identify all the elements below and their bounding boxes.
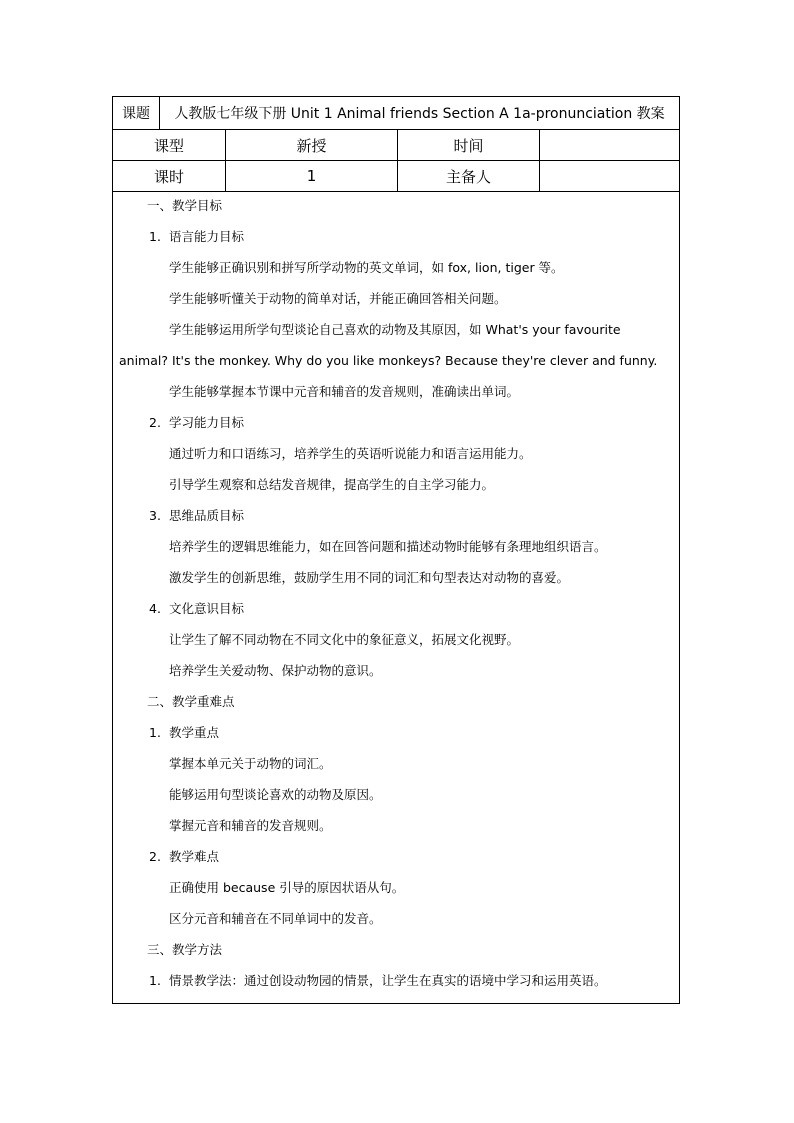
line-text: 学生能够正确识别和拼写所学动物的英文单词，如 fox, lion, tiger 等。 <box>169 260 564 275</box>
content-line <box>169 756 332 772</box>
hours-row <box>113 161 679 192</box>
subsection-heading <box>149 849 219 865</box>
content-line <box>169 446 532 462</box>
subsection-heading <box>149 725 219 741</box>
subsection-heading <box>149 973 607 989</box>
section-heading <box>147 942 222 958</box>
content-line <box>119 353 657 369</box>
type-label: 课型 <box>113 130 226 160</box>
line-text: 引导学生观察和总结发音规律，提高学生的自主学习能力。 <box>169 477 495 492</box>
line-text: 一、教学目标 <box>147 198 223 213</box>
line-text: 思维品质目标 <box>169 508 245 523</box>
line-text: 正确使用 because 引导的原因状语从句。 <box>169 880 405 895</box>
subsection-heading <box>149 229 244 245</box>
content-line <box>169 539 607 555</box>
content-line <box>169 570 569 586</box>
topic-value: 人教版七年级下册 Unit 1 Animal friends Section A 1a-pronunciation 教案 <box>174 106 665 122</box>
line-text: 区分元音和辅音在不同单词中的发音。 <box>169 911 382 926</box>
line-text: 激发学生的创新思维，鼓励学生用不同的词汇和句型表达对动物的喜爱。 <box>169 570 570 585</box>
line-text: 语言能力目标 <box>169 229 245 244</box>
subsection-number: 3. <box>149 508 161 523</box>
line-text: 通过听力和口语练习，培养学生的英语听说能力和语言运用能力。 <box>169 446 532 461</box>
content-line <box>169 818 332 834</box>
hours-label: 课时 <box>113 161 226 191</box>
time-label: 时间 <box>398 130 540 160</box>
line-text: animal? It's the monkey. Why do you like monkeys? Because they're clever and funny. <box>119 353 658 368</box>
hours-value: 1 <box>226 161 398 191</box>
line-text: 学生能够听懂关于动物的简单对话，并能正确回答相关问题。 <box>169 291 507 306</box>
subsection-number: 1. <box>149 229 161 244</box>
type-value: 新授 <box>226 130 398 160</box>
content-line <box>169 632 519 648</box>
line-text: 教学难点 <box>169 849 220 864</box>
subsection-heading <box>149 601 244 617</box>
content-line <box>169 322 621 338</box>
content-line <box>169 384 519 400</box>
topic-row <box>113 97 679 130</box>
content-line <box>169 291 507 307</box>
time-value <box>540 130 679 160</box>
section-heading <box>147 694 235 710</box>
subsection-number: 2. <box>149 849 161 864</box>
type-row <box>113 130 679 161</box>
preparer-label: 主备人 <box>398 161 540 191</box>
content-line <box>169 880 404 896</box>
subsection-heading <box>149 415 244 431</box>
content-line <box>169 663 382 679</box>
subsection-heading <box>149 508 244 524</box>
line-text: 学生能够掌握本节课中元音和辅音的发音规则，准确读出单词。 <box>169 384 520 399</box>
section-heading <box>147 198 222 214</box>
lesson-plan-table <box>112 96 680 1004</box>
subsection-number: 1. <box>149 725 161 740</box>
line-text: 学生能够运用所学句型谈论自己喜欢的动物及其原因，如 What's your favourite <box>169 322 621 337</box>
line-text: 掌握元音和辅音的发音规则。 <box>169 818 332 833</box>
line-text: 教学重点 <box>169 725 220 740</box>
line-text: 情景教学法：通过创设动物园的情景，让学生在真实的语境中学习和运用英语。 <box>169 973 607 988</box>
content-line <box>169 787 382 803</box>
lesson-content <box>113 192 679 1003</box>
line-text: 让学生了解不同动物在不同文化中的象征意义，拓展文化视野。 <box>169 632 520 647</box>
content-line <box>169 911 382 927</box>
line-text: 培养学生关爱动物、保护动物的意识。 <box>169 663 382 678</box>
subsection-number: 2. <box>149 415 161 430</box>
subsection-number: 1. <box>149 973 161 988</box>
line-text: 学习能力目标 <box>169 415 245 430</box>
content-line <box>169 477 494 493</box>
line-text: 文化意识目标 <box>169 601 245 616</box>
line-text: 二、教学重难点 <box>147 694 235 709</box>
line-text: 掌握本单元关于动物的词汇。 <box>169 756 332 771</box>
line-text: 能够运用句型谈论喜欢的动物及原因。 <box>169 787 382 802</box>
subsection-number: 4. <box>149 601 161 616</box>
preparer-value <box>540 161 679 191</box>
topic-label: 课题 <box>113 97 160 129</box>
content-line <box>169 260 564 276</box>
line-text: 三、教学方法 <box>147 942 223 957</box>
line-text: 培养学生的逻辑思维能力，如在回答问题和描述动物时能够有条理地组织语言。 <box>169 539 607 554</box>
